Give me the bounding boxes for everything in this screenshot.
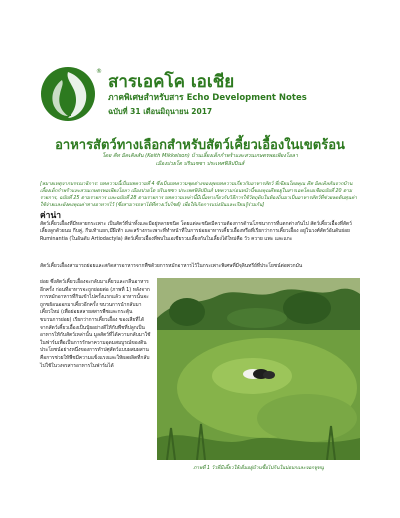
brand-title: สารเอคโค เอเชีย bbox=[108, 72, 235, 92]
byline-location: เมืองปวยโต ปรินเซซา ประเทศฟิลิปปินส์ bbox=[155, 161, 245, 167]
section-heading: ค่าน่า bbox=[40, 211, 62, 221]
brand-subtitle: ภาคพิเศษสำหรับสาร Echo Development Notes bbox=[108, 93, 307, 103]
byline bbox=[40, 152, 360, 168]
paragraph-digestion: สัตว์เคี้ยวเอื้องสามารถย่อยและสกัดสารอาหารจากพืชด้วยการหมักอาหารไว้ในกระเพาะพิเศษที่มีจุลินทรีย์ที่ประโยชน์ต่อพวกมัน bbox=[40, 263, 303, 269]
cattle-pond-photo bbox=[157, 278, 360, 460]
echo-logo-icon bbox=[40, 66, 96, 122]
masthead bbox=[40, 66, 360, 126]
registered-mark: ® bbox=[96, 68, 102, 75]
photo-caption: ภาพที่ 1 วัวที่มีเคี้ยวให้เต็มอยู่บ้านซื้อไปกินในบ่อบกและจอกหูหนู bbox=[193, 466, 324, 471]
paragraph-rumination: ย่อย ซึ่งสัตว์เคี้ยวเอื้องจะกลับมาเคี้ยวและกลืนอาหารอีกครั้ง ก่อนที่อาหารจะถูกย่อยต่อ (ภาพที่ 1) หลังจากการหมักอาหารที่กินเข้าไปครั้งแรกแล้ว อาหารนั้นจะถูกขย้อนออกมาเคี้ยวอีกครั้ง ขบวนการนำกลับมาเคี้ยวใหม่ (เพื่อย่อยสลายสสารพืชและกระตุ้นขบวนการย่อย) เรียกว่าการเคี้ยวเอื้อง ของเสียที่ได้จากสัตว์เคี้ยวเอื้องเป็นปุ๋ยอย่างดีให้กับพืชที่ปลูกเป็นอาหารให้กับสัตว์เหล่านั้น มูลสัตว์ที่ได้ความกลับมาใช้ในฟาร์มเพื่อเป็นการรักษาความอุดมสมบูรณ์ของดิน ประโยชน์อย่างหนึ่งของการทำปศุสัตว์แบบผสมผสานคือการช่วยให้พืชมีความแข็งแรงและให้ผลผลิตที่กลับไปใช้ในวงจรสารอาหารในฟาร์มได้ bbox=[40, 279, 151, 369]
issue-date: ฉบับที่ 31 เดือนมิถุนายน 2017 bbox=[108, 107, 213, 116]
byline-author: โดย คีท มิคเคิลสัน (Keith Mikkelson) บ้านเลี้ยงเด็กกำพร้าและสวนเกษตรพอเพียงโอลา bbox=[102, 153, 298, 159]
editor-note: [หมายเหตุจากบรรณาธิการ: บทความนี้เป็นบทความที่ 4 ซึ่งเป็นบทความชุดต่างของสุดบทความเกี่ยวกับอาหารสัตว์ ที่เขียนโดยคุณ คีท มิคเคิลสันจากบ้านเลี้ยงเด็กกำพร้าและสวนเกษตรพอเพียงโอลา เมืองปวยโต ปรินเซซา ประเทศฟิลิปปินส์ บทความก่อนหน้านี้ของคุณคีทอยู่ในสารเอคโคเอเชียฉบับที่ 20 ตามรายการ, ฉบับที่ 25 ตามรายการ และฉบับที่ 28 ตามรายการ บทความเหล่านี้มีเนื้อหาเกี่ยวกับวิธีการใช้วัตถุดิบในท้องถิ่นมาเป็นอาหารสัตว์ที่ช่วยลดต้นทุนค่าใช้จ่ายและยังคงคุณค่าทางอาหารไว้ (ซึ่งสามารถหาได้ที่ทางเว็บไซต์) เพื่อให้เกิดการแบ่งปันและเรียนรู้ร่วมกัน] bbox=[40, 182, 357, 208]
article-title: อาหารสัตว์ทางเลือกสำหรับสัตว์เคี้ยวเอื้องในเขตร้อน bbox=[55, 138, 345, 153]
paragraph-intro: สัตว์เคี้ยวเอื้องที่มีหลายกระเพาะ เป็นสัตว์ที่น่าทั้งและมีอยู่หลายชนิด โดยแต่ละชนิดมีความต้องการด้านโภชนาการที่แตกต่างกันไป สัตว์เคี้ยวเอื้องที่สัตว์เลี้ยงลูกด้วยนม กีบคู่, กีบเท้าแยก,มีฝีเท้า และสร้างกระเพาะที่ทำหน้าที่ในการย่อยอาหารเคี้ยวเอื้องหรือที่เรียกว่าการเคี้ยวเอื้อง อยู่ในวงศ์สัตว์อันดับย่อย Ruminantia (ในอันดับ Artiodactyla) สัตว์เคี้ยวเอื้องที่พบในเอเชียรวมเลี้ยงกันในเลี้ยงได้ใหม่คือ วัว ควาย แพะ และแกะ bbox=[40, 221, 352, 242]
